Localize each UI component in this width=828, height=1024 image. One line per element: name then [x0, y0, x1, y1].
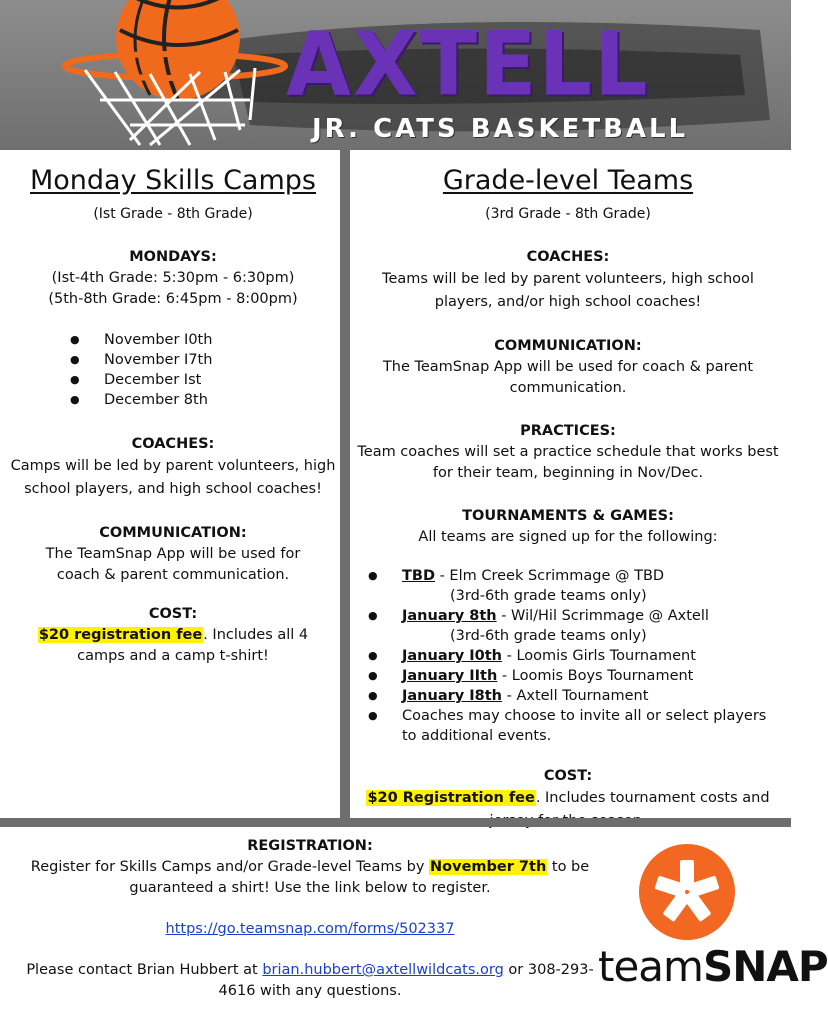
- registration-link[interactable]: https://go.teamsnap.com/forms/502337: [165, 921, 455, 937]
- camp-cost-heading: COST:: [148, 606, 198, 622]
- tournament-list: [352, 566, 784, 746]
- grade-teams-title: Grade-level Teams: [442, 165, 694, 196]
- grade-teams-column: [352, 150, 784, 833]
- registration-deadline: November 7th: [430, 859, 547, 875]
- tournament-item: [352, 606, 784, 646]
- tournament-item: [352, 646, 784, 666]
- camp-fee-detail: . Includes all 4 camps and a camp t-shirt!: [77, 627, 309, 664]
- camp-communication-heading: COMMUNICATION:: [99, 525, 247, 541]
- wordmark-team: team: [598, 942, 703, 991]
- camp-date: ● November I0th: [8, 330, 338, 350]
- registration-text-end: to be guaranteed a shirt! Use the link below to register.: [129, 859, 590, 896]
- team-fee-detail: . Includes tournament costs and: [535, 790, 770, 806]
- skills-camps-title: Monday Skills Camps: [29, 165, 316, 196]
- event-desc: - Elm Creek Scrimmage @ TBD: [434, 568, 665, 584]
- banner-title: AXTELL: [286, 12, 650, 116]
- team-communication-heading: COMMUNICATION:: [494, 338, 642, 354]
- camp-coaches-text: Camps will be led by parent volunteers, high school players, and high school coaches!: [10, 458, 336, 497]
- camp-communication-text: The TeamSnap App will be used for coach & parent communication.: [45, 546, 301, 583]
- event-desc: - Axtell Tournament: [502, 688, 649, 704]
- camp-date: ● November I7th: [8, 350, 338, 370]
- tournament-item: [352, 566, 784, 606]
- contact-text-start: Please contact Brian Hubbert at: [26, 962, 263, 978]
- mondays-heading: MONDAYS:: [129, 249, 217, 265]
- camp-fee-highlight: $20 registration fee: [38, 627, 203, 643]
- tournaments-intro: All teams are signed up for the following:: [418, 529, 718, 545]
- time-slot: (5th-8th Grade: 6:45pm - 8:00pm): [48, 291, 298, 307]
- event-note: (3rd-6th grade teams only): [450, 588, 647, 604]
- registration-text: [10, 857, 610, 899]
- team-communication-text: The TeamSnap App will be used for coach & parent communication.: [382, 359, 754, 396]
- event-date: January I8th: [402, 688, 502, 704]
- event-date: January 8th: [402, 608, 497, 624]
- tournament-item: [352, 706, 784, 746]
- event-desc: - Loomis Girls Tournament: [502, 648, 696, 664]
- camp-dates-list: [8, 330, 338, 410]
- practices-heading: PRACTICES:: [520, 423, 616, 439]
- section-divider: [0, 818, 791, 827]
- event-extra: Coaches may choose to invite all or select players to additional events.: [402, 708, 767, 744]
- tournament-item: [352, 686, 784, 706]
- registration-section: [10, 836, 610, 1002]
- teamsnap-wordmark: [598, 942, 828, 991]
- time-slot: (Ist-4th Grade: 5:30pm - 6:30pm): [51, 270, 295, 286]
- registration-text-start: Register for Skills Camps and/or Grade-level Teams by: [30, 859, 430, 875]
- team-cost-heading: COST:: [543, 768, 593, 784]
- team-coaches-text: Teams will be led by parent volunteers, high school players, and/or high school coaches!: [382, 271, 754, 310]
- event-desc: - Wil/Hil Scrimmage @ Axtell: [496, 608, 709, 624]
- tournament-item: [352, 666, 784, 686]
- event-date: TBD: [402, 568, 435, 584]
- header-banner: [0, 0, 791, 150]
- event-note: (3rd-6th grade teams only): [450, 628, 647, 644]
- registration-heading: REGISTRATION:: [247, 838, 373, 854]
- contact-text: [10, 960, 610, 1002]
- banner-subtitle: JR. CATS BASKETBALL: [312, 114, 689, 144]
- team-fee-highlight: $20 Registration fee: [367, 790, 535, 806]
- camp-cost-text: [8, 625, 338, 667]
- skills-camps-column: [8, 150, 338, 667]
- practices-text: Team coaches will set a practice schedule that works best for their team, beginning in Nov/Dec.: [357, 444, 779, 481]
- contact-email-link[interactable]: brian.hubbert@axtellwildcats.org: [262, 962, 504, 978]
- skills-camps-grades: (Ist Grade - 8th Grade): [93, 206, 253, 222]
- grade-teams-grades: (3rd Grade - 8th Grade): [485, 206, 651, 222]
- event-date: January IIth: [402, 668, 498, 684]
- wordmark-snap: SNAP: [702, 942, 828, 991]
- column-divider: [340, 150, 350, 818]
- event-desc: - Loomis Boys Tournament: [497, 668, 694, 684]
- camp-date: ● December Ist: [8, 370, 338, 390]
- camp-date: ● December 8th: [8, 390, 338, 410]
- contact-text-end: or 308-293-4616 with any questions.: [218, 962, 594, 999]
- camp-coaches-heading: COACHES:: [131, 436, 215, 452]
- tournaments-heading: TOURNAMENTS & GAMES:: [462, 508, 674, 524]
- team-coaches-heading: COACHES:: [526, 249, 610, 265]
- event-date: January I0th: [402, 648, 502, 664]
